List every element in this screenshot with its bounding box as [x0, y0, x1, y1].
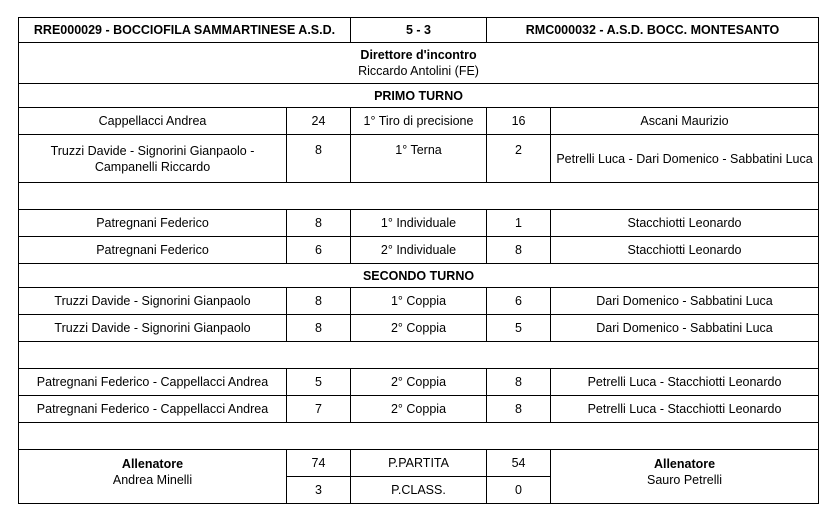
- blank-row: [19, 423, 819, 450]
- game-type: 1° Coppia: [351, 288, 487, 315]
- game-type: 1° Terna: [351, 135, 487, 183]
- section-primo-turno: [19, 84, 819, 108]
- table-row: [19, 135, 819, 183]
- header-row: [19, 18, 819, 43]
- away-score: 16: [487, 108, 551, 135]
- away-score: 2: [487, 135, 551, 183]
- table-row: [19, 210, 819, 237]
- director-row: [19, 43, 819, 84]
- away-coach: [551, 450, 819, 504]
- away-player: Stacchiotti Leonardo: [551, 210, 819, 237]
- table-row: [19, 108, 819, 135]
- away-coach-name: Sauro Petrelli: [647, 473, 723, 487]
- home-score: 5: [287, 369, 351, 396]
- table-row: [19, 315, 819, 342]
- match-report-table: [18, 17, 819, 504]
- away-score: 8: [487, 369, 551, 396]
- away-score: 5: [487, 315, 551, 342]
- game-type: 2° Coppia: [351, 396, 487, 423]
- home-score: 24: [287, 108, 351, 135]
- away-coach-label: Allenatore: [653, 457, 716, 471]
- director-label: Direttore d'incontro: [360, 48, 477, 62]
- home-score: 8: [287, 210, 351, 237]
- away-partita-points: 54: [487, 450, 551, 477]
- home-partita-points: 74: [287, 450, 351, 477]
- section-title: PRIMO TURNO: [19, 84, 819, 108]
- footer-row-partita: [19, 450, 819, 477]
- home-score: 8: [287, 315, 351, 342]
- table-row: [19, 288, 819, 315]
- away-team: RMC000032 - A.S.D. BOCC. MONTESANTO: [487, 18, 819, 43]
- director-name: Riccardo Antolini (FE): [358, 64, 479, 78]
- home-player: Patregnani Federico - Cappellacci Andrea: [19, 369, 287, 396]
- away-player: Petrelli Luca - Stacchiotti Leonardo: [551, 396, 819, 423]
- away-player: Stacchiotti Leonardo: [551, 237, 819, 264]
- home-score: 6: [287, 237, 351, 264]
- blank-row: [19, 342, 819, 369]
- home-score: 8: [287, 135, 351, 183]
- away-score: 8: [487, 237, 551, 264]
- home-player: Truzzi Davide - Signorini Gianpaolo - Campanelli Riccardo: [19, 135, 287, 183]
- home-player: Patregnani Federico: [19, 237, 287, 264]
- home-player: Truzzi Davide - Signorini Gianpaolo: [19, 315, 287, 342]
- table-row: [19, 369, 819, 396]
- away-score: 6: [487, 288, 551, 315]
- away-player: Dari Domenico - Sabbatini Luca: [551, 288, 819, 315]
- class-label: P.CLASS.: [351, 477, 487, 504]
- home-coach-label: Allenatore: [121, 457, 184, 471]
- blank-row: [19, 183, 819, 210]
- home-class-points: 3: [287, 477, 351, 504]
- section-secondo-turno: [19, 264, 819, 288]
- home-coach-name: Andrea Minelli: [112, 473, 193, 487]
- home-player: Patregnani Federico: [19, 210, 287, 237]
- home-player: Truzzi Davide - Signorini Gianpaolo: [19, 288, 287, 315]
- partita-label: P.PARTITA: [351, 450, 487, 477]
- game-type: 2° Individuale: [351, 237, 487, 264]
- section-title: SECONDO TURNO: [19, 264, 819, 288]
- game-type: 2° Coppia: [351, 315, 487, 342]
- away-player: Petrelli Luca - Dari Domenico - Sabbatini Luca: [551, 135, 819, 183]
- game-type: 2° Coppia: [351, 369, 487, 396]
- away-class-points: 0: [487, 477, 551, 504]
- table-row: [19, 396, 819, 423]
- away-score: 1: [487, 210, 551, 237]
- home-coach: [19, 450, 287, 504]
- away-score: 8: [487, 396, 551, 423]
- away-player: Petrelli Luca - Stacchiotti Leonardo: [551, 369, 819, 396]
- home-score: 7: [287, 396, 351, 423]
- table-row: [19, 237, 819, 264]
- home-score: 8: [287, 288, 351, 315]
- away-player: Dari Domenico - Sabbatini Luca: [551, 315, 819, 342]
- game-type: 1° Tiro di precisione: [351, 108, 487, 135]
- game-type: 1° Individuale: [351, 210, 487, 237]
- home-team: RRE000029 - BOCCIOFILA SAMMARTINESE A.S.D.: [19, 18, 351, 43]
- home-player: Cappellacci Andrea: [19, 108, 287, 135]
- home-player: Patregnani Federico - Cappellacci Andrea: [19, 396, 287, 423]
- match-score: 5 - 3: [351, 18, 487, 43]
- away-player: Ascani Maurizio: [551, 108, 819, 135]
